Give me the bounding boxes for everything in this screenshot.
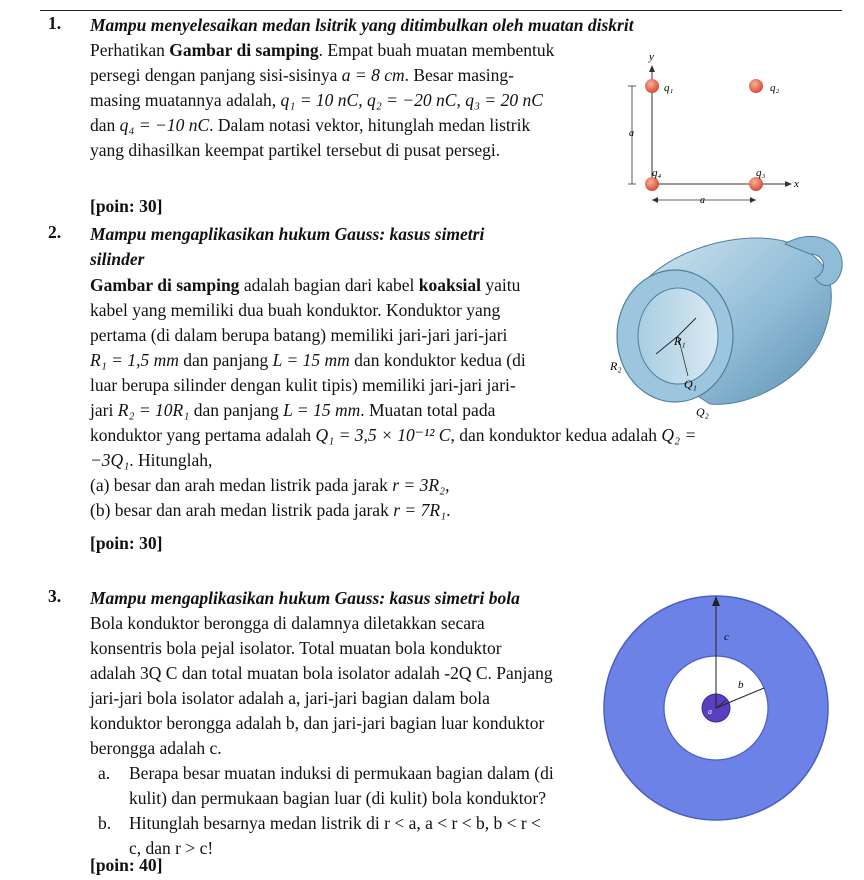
q2-heading-line-2: silinder: [90, 249, 145, 269]
q1-line-4: dan q₄ = −10 nC. Dalam notasi vektor, hitunglah medan listrik: [90, 115, 531, 135]
q3-sub-a-label: a.: [98, 763, 111, 783]
q3-sub-b-label: b.: [98, 813, 112, 833]
q3-line-5: konduktor berongga adalah b, dan jari-jari bagian luar konduktor: [90, 713, 545, 733]
q1-number: 1.: [48, 13, 62, 33]
q1-points: [poin: 30]: [90, 196, 163, 216]
q1-label: q₁: [664, 82, 674, 94]
q2-number: 2.: [48, 222, 62, 242]
q2-line-7: konduktor yang pertama adalah Q₁ = 3,5 × 10⁻¹² C, dan konduktor kedua adalah Q₂ =: [90, 425, 697, 445]
q3-line-4: jari-jari bola isolator adalah a, jari-jari bagian dalam bola: [90, 688, 490, 708]
bottom-a-label: a: [700, 195, 705, 206]
q2-heading-line-1: Mampu mengaplikasikan hukum Gauss: kasus simetri: [90, 224, 485, 244]
Q1-label: Q₁: [684, 377, 697, 391]
q3-line-6: berongga adalah c.: [90, 738, 222, 758]
q3-sub-a: [129, 761, 609, 811]
q1-body: [90, 38, 620, 163]
charge-q2: [749, 79, 763, 93]
r1-label: R₁: [674, 334, 686, 348]
charge-q4: [645, 177, 659, 191]
q1-line-1: Perhatikan Gambar di samping. Empat buah muatan membentuk: [90, 40, 555, 60]
c-label: c: [724, 631, 729, 643]
q1-charges-figure: [610, 44, 810, 214]
q3-line-1: Bola konduktor berongga di dalamnya diletakkan secara: [90, 613, 485, 633]
charge-q1: [645, 79, 659, 93]
q3-sphere-figure: [598, 592, 834, 824]
charge-q3: [749, 177, 763, 191]
y-axis-arrow-icon: [649, 65, 655, 72]
q2-label: q₂: [770, 82, 780, 94]
q3-sub-a-line-1: Berapa besar muatan induksi di permukaan bagian dalam (di: [129, 763, 554, 783]
r2-label: R₂: [610, 359, 622, 373]
q3-sub-b-line-1: Hitunglah besarnya medan listrik di r < a, a < r < b, b < r <: [129, 813, 541, 833]
q1-line-2: persegi dengan panjang sisi-sisinya a = 8 cm. Besar masing-: [90, 65, 514, 85]
q3-sub-b: [129, 811, 609, 861]
a-label: a: [708, 707, 712, 716]
q2-line-1: Gambar di samping adalah bagian dari kabel koaksial yaitu: [90, 275, 521, 295]
top-rule: [40, 10, 842, 11]
side-a-label: a: [629, 128, 634, 139]
q2-line-5: luar berupa silinder dengan kulit tipis) memiliki jari-jari jari-: [90, 375, 516, 395]
q3-body: [90, 611, 600, 761]
q1-heading: Mampu menyelesaikan medan lsitrik yang ditimbulkan oleh muatan diskrit: [90, 15, 634, 35]
q2-heading: [90, 222, 610, 272]
b-label: b: [738, 679, 744, 691]
q2-line-8: −3Q₁. Hitunglah,: [90, 450, 213, 470]
q3-sub-a-line-2: kulit) dan permukaan bagian luar (di kulit) bola konduktor?: [129, 788, 546, 808]
x-axis-label: x: [794, 178, 799, 190]
q3-points: [poin: 40]: [90, 855, 163, 875]
q2-line-2: kabel yang memiliki dua buah konduktor. Konduktor yang: [90, 300, 501, 320]
q2-line-6: jari R₂ = 10R₁ dan panjang L = 15 mm. Muatan total pada: [90, 400, 496, 420]
q3-sub-b-line-2: c, dan r > c!: [129, 838, 214, 858]
Q2-label: Q₂: [696, 405, 709, 419]
q3-line-3: adalah 3Q C dan total muatan bola isolator adalah -2Q C. Panjang: [90, 663, 553, 683]
x-axis-arrow-icon: [785, 181, 792, 187]
q3-heading: Mampu mengaplikasikan hukum Gauss: kasus simetri bola: [90, 588, 520, 608]
q3-label: q₃: [756, 167, 766, 179]
q2-line-4: R₁ = 1,5 mm dan panjang L = 15 mm dan konduktor kedua (di: [90, 350, 526, 370]
q2-item-b: (b) besar dan arah medan listrik pada jarak r = 7R₁.: [90, 500, 451, 520]
q3-number: 3.: [48, 586, 62, 606]
q1-line-5: yang dihasilkan keempat partikel tersebut di pusat persegi.: [90, 140, 501, 160]
q2-coaxial-figure: [600, 228, 850, 428]
q2-points: [poin: 30]: [90, 533, 163, 553]
q2-line-3: pertama (di dalam berupa batang) memiliki jari-jari jari-jari: [90, 325, 508, 345]
y-axis-label: y: [649, 51, 654, 63]
q1-line-3: masing muatannya adalah, q₁ = 10 nC, q₂ = −20 nC, q₃ = 20 nC: [90, 90, 543, 110]
q2-item-a: (a) besar dan arah medan listrik pada jarak r = 3R₂,: [90, 475, 450, 495]
q3-line-2: konsentris bola pejal isolator. Total muatan bola konduktor: [90, 638, 502, 658]
q4-label: q₄: [652, 167, 662, 179]
